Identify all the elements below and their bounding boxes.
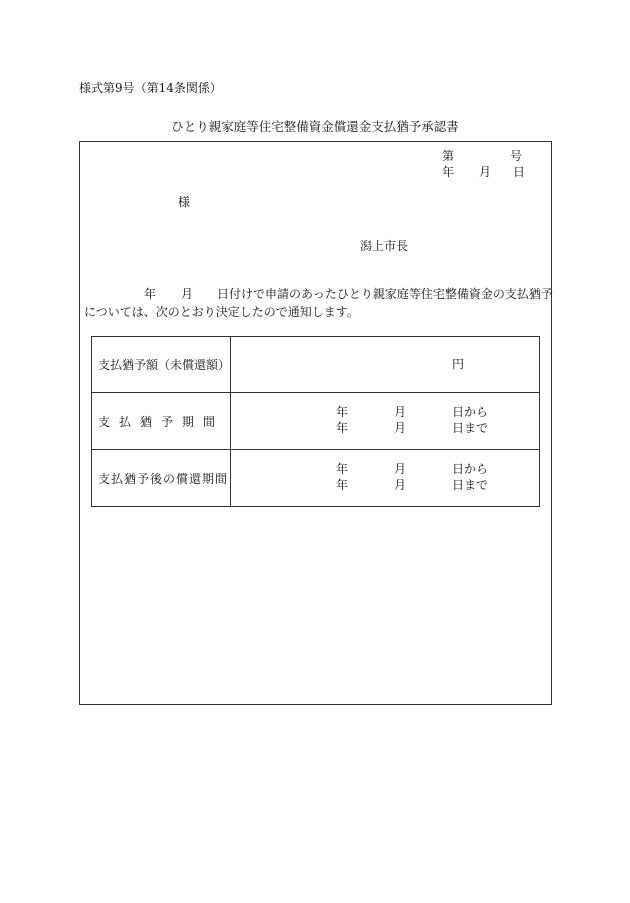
body-text-line-2: については、次のとおり決定したので通知します。 xyxy=(84,305,359,319)
repayment-period-value-cell xyxy=(231,450,540,507)
repayment-to-month: 月 xyxy=(394,478,407,492)
deferral-period-value-cell xyxy=(231,393,540,450)
repayment-from-year: 年 xyxy=(336,462,349,476)
detail-table xyxy=(91,336,540,507)
deferral-period-label: 支払猶予期間 xyxy=(92,393,231,450)
deferral-to-month: 月 xyxy=(394,421,407,435)
amount-unit: 円 xyxy=(452,357,465,371)
amount-label: 支払猶予額（未償還額） xyxy=(92,337,231,393)
repayment-from-month: 月 xyxy=(394,462,407,476)
repayment-period-label: 支払猶予後の償還期間 xyxy=(92,450,231,507)
issuer-name: 潟上市長 xyxy=(360,239,409,253)
issue-number-suffix: 号 xyxy=(510,149,523,163)
amount-value-cell xyxy=(231,337,540,393)
table-row-deferral-period xyxy=(92,393,540,450)
body-date-year: 年 xyxy=(144,287,157,301)
issue-date-month: 月 xyxy=(479,165,492,179)
deferral-to-year: 年 xyxy=(336,421,349,435)
body-text-line-1 xyxy=(84,287,553,301)
repayment-to-day: 日まで xyxy=(452,478,489,492)
issue-date-year: 年 xyxy=(442,165,455,179)
table-row-amount xyxy=(92,337,540,393)
table-row-repayment-period xyxy=(92,450,540,507)
deferral-from-year: 年 xyxy=(336,405,349,419)
addressee-honorific: 様 xyxy=(178,195,191,209)
body-line1-rest: 日付けで申請のあったひとり親家庭等住宅整備資金の支払猶予 xyxy=(217,287,553,301)
issue-number-prefix: 第 xyxy=(442,149,455,163)
document-title: ひとり親家庭等住宅整備資金償還金支払猶予承認書 xyxy=(171,119,459,134)
deferral-to-day: 日まで xyxy=(452,421,489,435)
deferral-from-day: 日から xyxy=(452,405,489,419)
issue-date-day: 日 xyxy=(513,165,526,179)
repayment-from-day: 日から xyxy=(452,462,489,476)
repayment-to-year: 年 xyxy=(336,478,349,492)
body-date-month: 月 xyxy=(181,287,194,301)
deferral-from-month: 月 xyxy=(394,405,407,419)
form-number: 様式第9号（第14条関係） xyxy=(79,81,222,95)
